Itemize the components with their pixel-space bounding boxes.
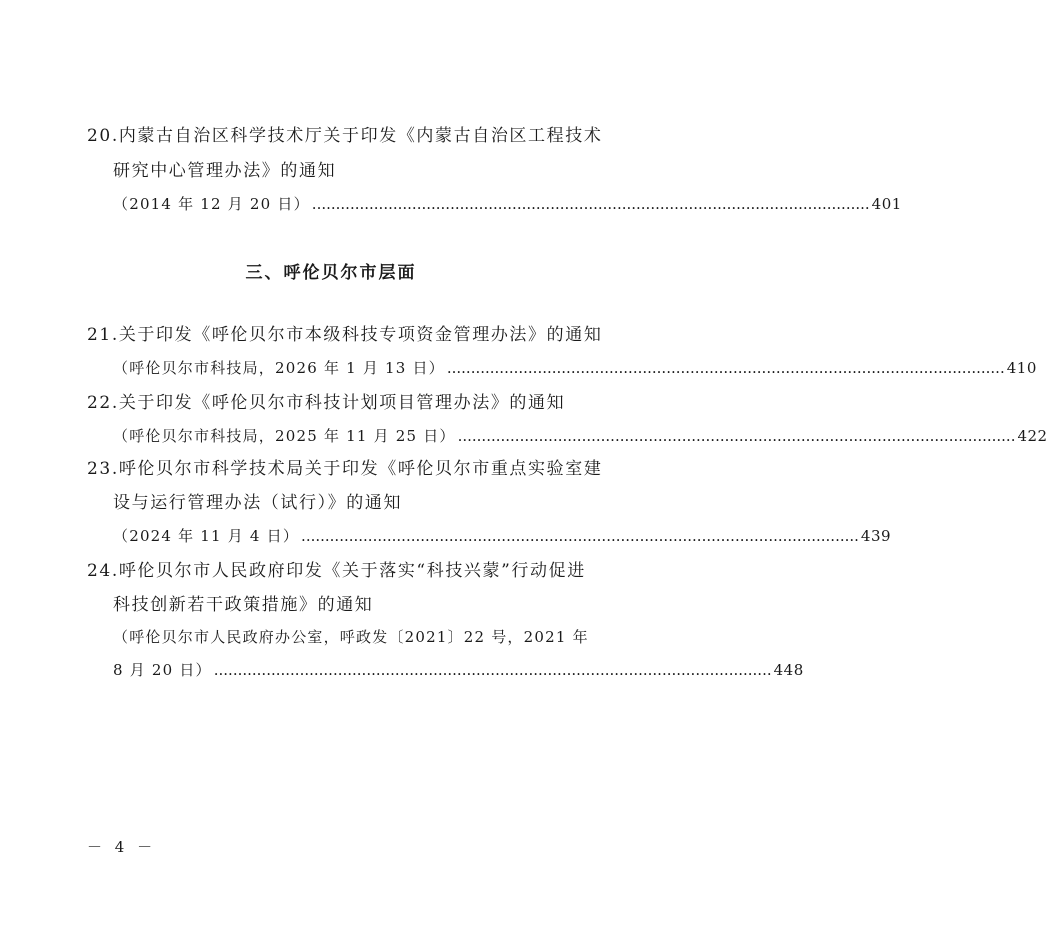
toc-entry-24-leader-row — [113, 659, 804, 681]
leader-dots: ..................................................................................................................... — [311, 195, 870, 213]
toc-entry-24-note-row — [113, 626, 589, 648]
toc-entry-20-title-cont: 研究中心管理办法》的通知 — [113, 161, 337, 181]
toc-entry-21-note: （呼伦贝尔市科技局，2026 年 1 月 13 日） — [113, 359, 445, 377]
toc-entry-22-page: 422 — [1017, 427, 1048, 445]
page-number-footer: － 4 － — [87, 838, 157, 856]
toc-entry-24-title: 24.呼伦贝尔市人民政府印发《关于落实“科技兴蒙”行动促进 — [87, 561, 586, 581]
toc-entry-23-leader-row — [113, 525, 892, 547]
section-heading: 三、呼伦贝尔市层面 — [245, 263, 417, 283]
toc-entry-20-page: 401 — [871, 195, 902, 213]
toc-entry-21-page: 410 — [1006, 359, 1037, 377]
toc-entry-23-title: 23.呼伦贝尔市科学技术局关于印发《呼伦贝尔市重点实验室建 — [87, 459, 603, 479]
toc-entry-21-leader-row — [113, 357, 1037, 379]
leader-dots: ..................................................................................................................... — [213, 661, 772, 679]
toc-entry-20-title: 20.内蒙古自治区科学技术厅关于印发《内蒙古自治区工程技术 — [87, 126, 603, 146]
toc-entry-20-leader-row — [113, 193, 902, 215]
toc-entry-22-note: （呼伦贝尔市科技局，2025 年 11 月 25 日） — [113, 427, 456, 445]
toc-entry-24-page: 448 — [773, 661, 804, 679]
toc-entry-24-note-cont: 8 月 20 日） — [113, 661, 212, 679]
toc-entry-24-note: （呼伦贝尔市人民政府办公室，呼政发〔2021〕22 号，2021 年 — [113, 628, 589, 646]
toc-entry-23-note: （2024 年 11 月 4 日） — [113, 527, 300, 545]
toc-entry-23-page: 439 — [860, 527, 892, 545]
leader-dots: ..................................................................................................................... — [446, 359, 1005, 377]
toc-entry-21-title: 21.关于印发《呼伦贝尔市本级科技专项资金管理办法》的通知 — [87, 325, 603, 345]
leader-dots: ..................................................................................................................... — [457, 427, 1016, 445]
leader-dots: ..................................................................................................................... — [301, 527, 859, 545]
toc-entry-22-title: 22.关于印发《呼伦贝尔市科技计划项目管理办法》的通知 — [87, 393, 566, 413]
toc-entry-22-leader-row — [113, 425, 1048, 447]
toc-entry-24-title-cont: 科技创新若干政策措施》的通知 — [113, 595, 374, 615]
toc-entry-20-note: （2014 年 12 月 20 日） — [113, 195, 310, 213]
toc-entry-23-title-cont: 设与运行管理办法（试行）》的通知 — [113, 493, 403, 513]
